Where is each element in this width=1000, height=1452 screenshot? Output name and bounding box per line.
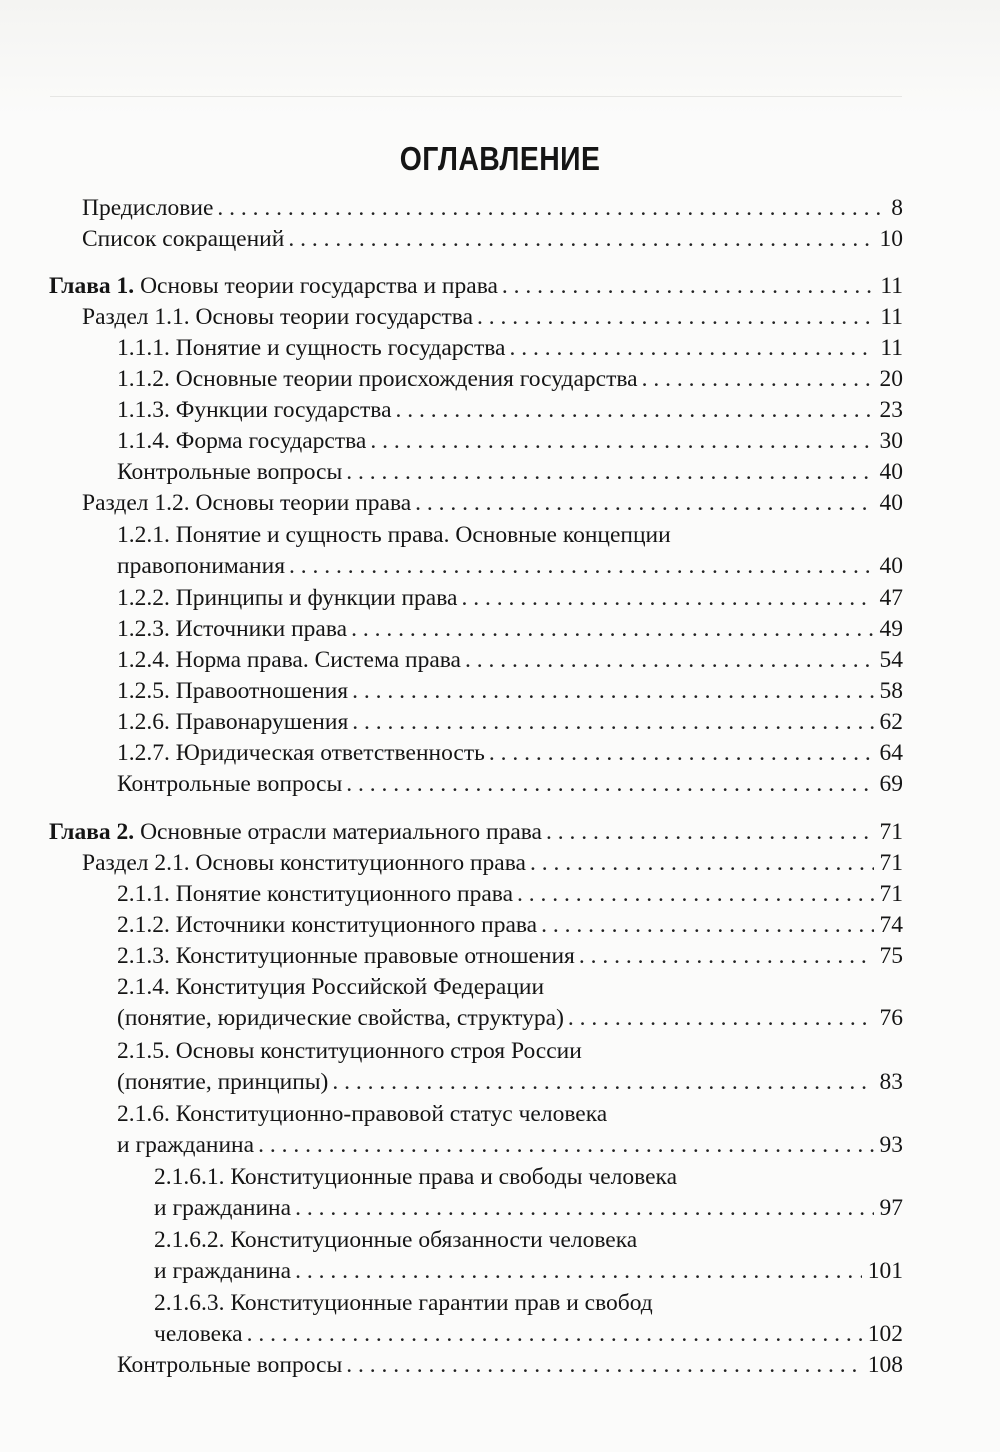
page-title: ОГЛАВЛЕНИЕ <box>399 140 601 177</box>
running-header-rule <box>50 96 902 97</box>
